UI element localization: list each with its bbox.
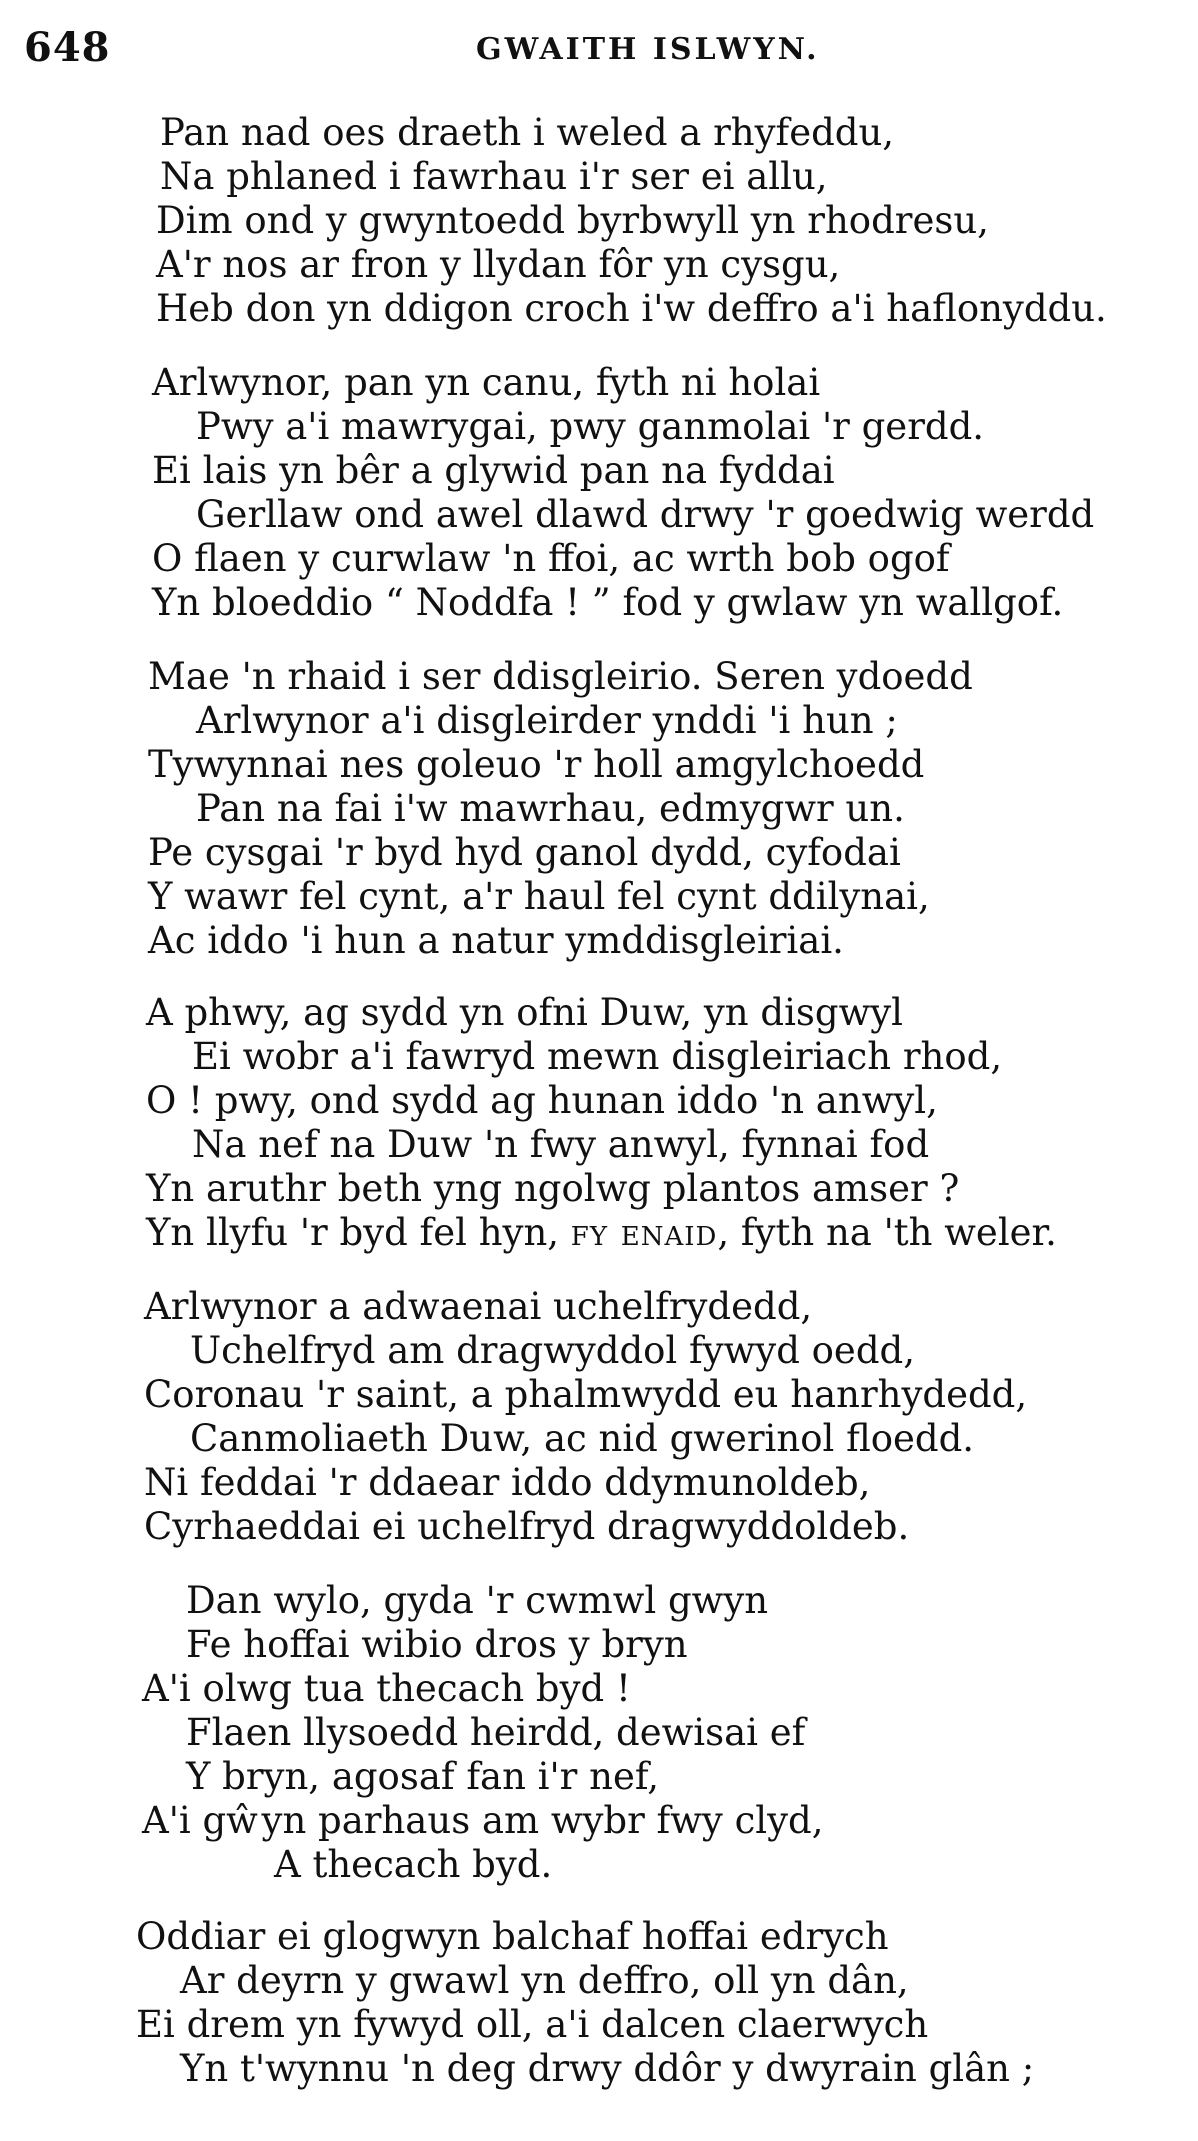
- verse-line: A'i olwg tua thecach byd !: [142, 1667, 631, 1710]
- verse-text: Yn llyfu 'r byd fel hyn,: [146, 1211, 571, 1254]
- verse-line: Canmoliaeth Duw, ac nid gwerinol floedd.: [190, 1417, 975, 1460]
- verse-line: Dim ond y gwyntoedd byrbwyll yn rhodresu,: [156, 199, 989, 242]
- running-title: GWAITH ISLWYN.: [476, 32, 820, 67]
- verse-line: Y bryn, agosaf fan i'r nef,: [186, 1755, 659, 1798]
- verse-line: A phwy, ag sydd yn ofni Duw, yn disgwyl: [146, 991, 903, 1034]
- verse-line: Tywynnai nes goleuo 'r holl amgylchoedd: [148, 743, 925, 786]
- verse-line: Na phlaned i fawrhau i'r ser ei allu,: [160, 155, 828, 198]
- verse-line: Na nef na Duw 'n fwy anwyl, fynnai fod: [192, 1123, 930, 1166]
- verse-line: Pwy a'i mawrygai, pwy ganmolai 'r gerdd.: [196, 405, 985, 448]
- verse-line: Dan wylo, gyda 'r cwmwl gwyn: [186, 1579, 769, 1622]
- verse-line: Ni feddai 'r ddaear iddo ddymunoldeb,: [144, 1461, 871, 1504]
- verse-line: Pe cysgai 'r byd hyd ganol dydd, cyfodai: [148, 831, 901, 874]
- verse-line: Oddiar ei glogwyn balchaf hoffai edrych: [136, 1915, 889, 1958]
- verse-line: Flaen llysoedd heirdd, dewisai ef: [186, 1711, 806, 1754]
- verse-line: A thecach byd.: [274, 1843, 553, 1886]
- verse-line: Gerllaw ond awel dlawd drwy 'r goedwig werdd: [196, 493, 1095, 536]
- page-header: [24, 24, 1174, 74]
- verse-line: Mae 'n rhaid i ser ddisgleirio. Seren ydoedd: [148, 655, 973, 698]
- verse-line: Arlwynor, pan yn canu, fyth ni holai: [152, 361, 821, 404]
- verse-line: Fe hoffai wibio dros y bryn: [186, 1623, 688, 1666]
- verse-line: Arlwynor a'i disgleirder ynddi 'i hun ;: [196, 699, 898, 742]
- verse-line: Yn t'wynnu 'n deg drwy ddôr y dwyrain glân ;: [180, 2047, 1035, 2090]
- verse-line: Uchelfryd am dragwyddol fywyd oedd,: [190, 1329, 915, 1372]
- verse-line: O ! pwy, ond sydd ag hunan iddo 'n anwyl,: [146, 1079, 938, 1122]
- verse-text: , fyth na 'th weler.: [717, 1211, 1057, 1254]
- verse-line: Ei wobr a'i fawryd mewn disgleiriach rhod,: [192, 1035, 1003, 1078]
- page-number: 648: [24, 24, 111, 71]
- verse-line: Pan na fai i'w mawrhau, edmygwr un.: [196, 787, 905, 830]
- verse-line: Pan nad oes draeth i weled a rhyfeddu,: [160, 111, 895, 154]
- verse-line: O flaen y curwlaw 'n ffoi, ac wrth bob ogof: [152, 537, 950, 580]
- verse-line: Ei drem yn fywyd oll, a'i dalcen claerwych: [136, 2003, 929, 2046]
- verse-line: A'i gŵyn parhaus am wybr fwy clyd,: [142, 1799, 824, 1842]
- verse-line: Heb don yn ddigon croch i'w deffro a'i haflonyddu.: [156, 287, 1107, 330]
- verse-line: Yn aruthr beth yng ngolwg plantos amser ?: [146, 1167, 960, 1210]
- verse-line: Ei lais yn bêr a glywid pan na fyddai: [152, 449, 835, 492]
- verse-line: Coronau 'r saint, a phalmwydd eu hanrhydedd,: [144, 1373, 1028, 1416]
- small-caps-phrase: fy enaid: [570, 1211, 718, 1254]
- verse-line: Yn bloeddio “ Noddfa ! ” fod y gwlaw yn wallgof.: [152, 581, 1064, 624]
- verse-line: Ac iddo 'i hun a natur ymddisgleiriai.: [148, 919, 844, 962]
- verse-line: A'r nos ar fron y llydan fôr yn cysgu,: [156, 243, 841, 286]
- verse-line: Ar deyrn y gwawl yn deffro, oll yn dân,: [180, 1959, 909, 2002]
- verse-line: Y wawr fel cynt, a'r haul fel cynt ddilynai,: [148, 875, 930, 918]
- verse-line: [146, 1211, 1057, 1255]
- verse-line: Arlwynor a adwaenai uchelfrydedd,: [144, 1285, 813, 1328]
- verse-line: Cyrhaeddai ei uchelfryd dragwyddoldeb.: [144, 1505, 910, 1548]
